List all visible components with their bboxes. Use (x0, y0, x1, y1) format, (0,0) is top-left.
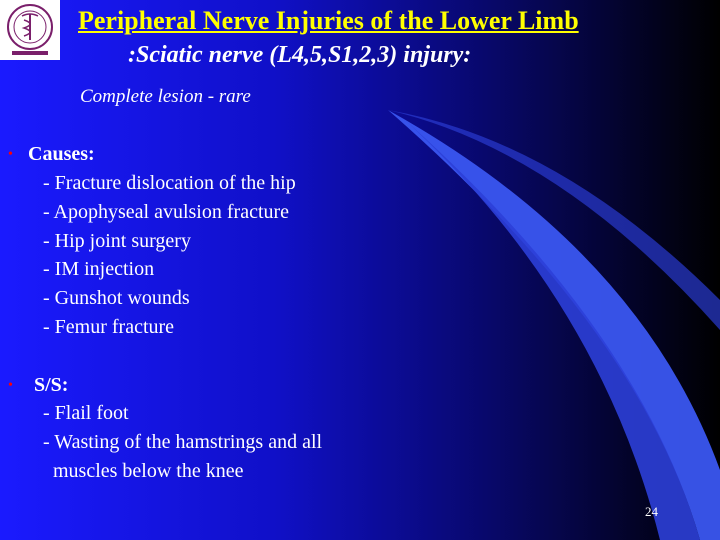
institution-emblem-icon (0, 0, 60, 60)
list-item: - Apophyseal avulsion fracture (43, 201, 290, 223)
list-item: - Wasting of the hamstrings and all (43, 431, 323, 453)
signs-heading-row (8, 374, 68, 397)
list-item: muscles below the knee (43, 460, 244, 482)
list-item: - Gunshot wounds (43, 287, 190, 309)
slide-subtitle: :Sciatic nerve (L4,5,S1,2,3) injury: (128, 42, 472, 68)
bullet-icon: • (8, 147, 13, 162)
list-item: - Femur fracture (43, 316, 175, 338)
list-item: - Flail foot (43, 402, 129, 424)
bullet-icon: • (8, 378, 13, 393)
list-item: - Fracture dislocation of the hip (43, 172, 296, 194)
page-number: 24 (645, 504, 658, 519)
causes-heading: Causes: (28, 143, 95, 165)
slide-title: Peripheral Nerve Injuries of the Lower Limb (78, 6, 579, 35)
causes-heading-row (8, 143, 95, 166)
signs-heading: S/S: (34, 374, 69, 396)
list-item: - Hip joint surgery (43, 230, 191, 252)
lesion-note: Complete lesion - rare (80, 86, 251, 107)
list-item: - IM injection (43, 258, 155, 280)
